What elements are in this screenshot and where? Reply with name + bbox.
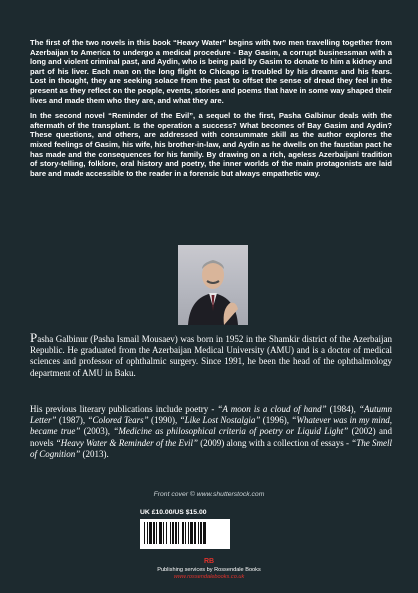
pub-title: “Heavy Water & Reminder of the Evil” <box>55 437 198 448</box>
cover-credit: Front cover © www.shutterstock.com <box>153 491 265 498</box>
barcode-bar <box>159 522 162 544</box>
pub-year: (1987), <box>56 415 88 426</box>
back-cover-blurb <box>30 38 392 184</box>
publisher-text: Publishing services by Rossendale Books <box>157 567 261 573</box>
barcode-bar <box>188 522 189 544</box>
author-bio <box>30 332 392 379</box>
pub-title: “Whatever was in my mind, became true” <box>30 415 392 437</box>
barcode-bar <box>163 522 164 544</box>
blurb-paragraph-2: In the second novel “Reminder of the Evil”, a sequel to the first, Pasha Galbinur deals with the aftermath of the transplant. Is the operation a success? What becomes of Bay Gasim and Aydin? These questions, and others, are addressed with consummate skill as the author explores the mixed feelings of Gasim, his wife, his brother-in-law, and Aydin as he dwells on the faustian pact he has made and the consequences for his family. By drawing on a rich, ageless Azerbaijani tradition of story-telling, folklore, oral history and poetry, the inner worlds of the main protagonists are laid bare and made accessible to the reader in a forensic but always empathetic way. <box>30 111 392 178</box>
previous-publications <box>30 404 392 460</box>
barcode-bar <box>185 522 186 544</box>
barcode-bar <box>153 522 155 544</box>
pub-year: (1984), <box>326 404 359 414</box>
barcode-bar <box>194 522 196 544</box>
pub-title: “The Smell of Cognition” <box>30 437 392 459</box>
barcode-bar <box>170 522 171 544</box>
barcode-bar <box>166 522 167 544</box>
barcode-bar <box>144 522 145 544</box>
publisher-logo: RB <box>203 558 215 565</box>
pub-title: “Like Lost Nostalgia” <box>179 415 261 426</box>
barcode-bar <box>172 522 174 544</box>
author-photo <box>178 245 248 325</box>
price-label: UK £10.00/US $15.00 <box>140 509 207 516</box>
pub-title: “Colored Tears” <box>87 415 149 426</box>
barcode <box>140 519 230 549</box>
barcode-bar <box>203 522 206 544</box>
pub-year: (1990), <box>148 415 180 426</box>
blurb-paragraph-1: The first of the two novels in this book “Heavy Water” begins with two men travelling together from Azerbaijan to America to undergo a medical procedure - Bay Gasim, a corrupt businessman with a long and violent criminal past, and Aydin, who is being paid by Gasim to donate to him a kidney and part of his liver. Each man on the long flight to Chicago is troubled by his dreams and his fears. Lost in thought, they are seeking solace from the past to offset the sense of dread they feel in the present as they reflect on the people, events, stories and poems that have in some way shaped their lives and made them who they are, and what they are. <box>30 38 392 105</box>
pub-year: (1996), <box>260 415 292 426</box>
pub-title: “A moon is a cloud of hand” <box>217 404 327 414</box>
pub-title: “Medicine as philosophical criteria of poetry or Liquid Light” <box>113 426 349 437</box>
barcode-bar <box>149 522 152 544</box>
publisher-info <box>0 567 418 581</box>
barcode-bar <box>178 522 179 544</box>
barcode-bar <box>200 522 202 544</box>
barcode-bar <box>175 522 177 544</box>
pub-year: (2013). <box>80 448 109 459</box>
bio-text: asha Galbinur (Pasha Ismail Mousaev) was born in 1952 in the Shamkir district of the Azerbaijan Republic. He graduated from the Azerbaijan Medical University (AMU) and is a doctor of medical sciences and professor of ophthalmic surgery. Since 1991, he been the head of the ophthalmology department of AMU in Baku. <box>30 334 392 378</box>
pub-year: (2003), <box>80 426 114 437</box>
pub-title: “Autumn Letter” <box>30 404 392 426</box>
barcode-bar <box>190 522 193 544</box>
barcode-bar <box>182 522 184 544</box>
publisher-url: www.rossendalebooks.co.uk <box>173 574 245 580</box>
pub-year: (2009) along with a collection of essays - <box>197 437 352 448</box>
bio-drop-letter: P <box>30 330 38 345</box>
barcode-bar <box>156 522 157 544</box>
pubs-intro: His previous literary publications include poetry - <box>30 404 218 414</box>
barcode-bar <box>147 522 148 544</box>
pub-year: (2002) and novels <box>30 426 392 448</box>
barcode-bar <box>198 522 199 544</box>
